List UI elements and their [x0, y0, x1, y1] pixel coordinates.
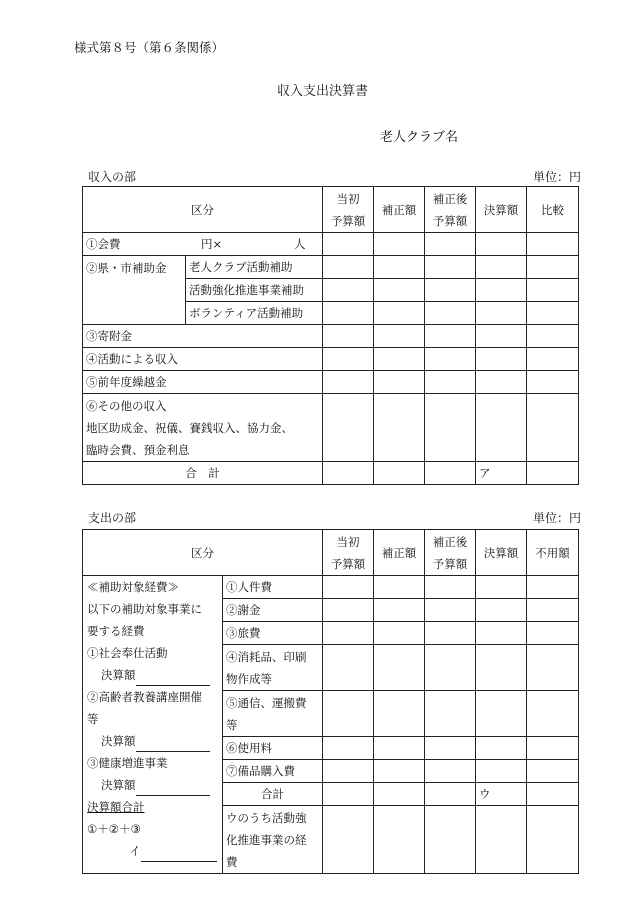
item-honorarium: ②謝金 [223, 599, 323, 622]
donation-label: ③寄附金 [83, 325, 323, 348]
input-cell[interactable] [476, 599, 527, 622]
input-cell[interactable] [527, 279, 579, 302]
input-cell[interactable] [527, 645, 579, 691]
form-number: 様式第８号（第６条関係） [74, 40, 225, 55]
input-cell[interactable] [476, 737, 527, 760]
input-cell[interactable] [476, 279, 527, 302]
input-cell[interactable] [425, 394, 476, 462]
income-unit: 単位：円 [533, 170, 582, 184]
input-cell[interactable] [476, 622, 527, 645]
item-equipment: ⑦備品購入費 [223, 760, 323, 783]
amount-blank-2[interactable] [136, 738, 210, 752]
amount-blank-3[interactable] [136, 782, 210, 796]
expense-header-unused: 不用額 [527, 530, 579, 576]
input-cell[interactable] [527, 783, 579, 806]
input-cell[interactable] [425, 622, 476, 645]
input-cell[interactable] [374, 576, 425, 599]
input-cell[interactable] [323, 760, 374, 783]
input-cell[interactable] [374, 348, 425, 371]
subsidy-label: ②県・市補助金 [83, 256, 186, 325]
input-cell[interactable] [323, 783, 374, 806]
item-personnel: ①人件費 [223, 576, 323, 599]
input-cell[interactable] [323, 233, 374, 256]
input-cell[interactable] [527, 737, 579, 760]
item-communication: ⑤通信、運搬費 等 [223, 691, 323, 737]
input-cell[interactable] [425, 279, 476, 302]
input-cell[interactable] [323, 462, 374, 485]
input-cell[interactable] [374, 691, 425, 737]
expense-header-revised-budget: 補正後 予算額 [425, 530, 476, 576]
expense-header-row [83, 530, 579, 576]
input-cell[interactable] [425, 256, 476, 279]
input-cell[interactable] [425, 576, 476, 599]
input-cell[interactable] [527, 371, 579, 394]
input-cell[interactable] [425, 691, 476, 737]
input-cell[interactable] [476, 325, 527, 348]
income-row-membership [83, 233, 579, 256]
input-cell[interactable] [425, 645, 476, 691]
input-cell[interactable] [476, 760, 527, 783]
membership-yen: 円× [201, 237, 223, 251]
input-cell[interactable] [374, 394, 425, 462]
income-header-comparison: 比較 [527, 187, 579, 233]
input-cell[interactable] [323, 599, 374, 622]
income-row-subsidy-1 [83, 256, 579, 279]
expense-header-initial-budget: 当初 予算額 [323, 530, 374, 576]
expense-left-l11: 決算額合計 [87, 800, 145, 814]
input-cell[interactable] [476, 371, 527, 394]
input-cell[interactable] [527, 233, 579, 256]
input-cell[interactable] [323, 325, 374, 348]
input-cell[interactable] [527, 348, 579, 371]
amount-blank-total[interactable] [141, 848, 217, 862]
input-cell[interactable] [374, 371, 425, 394]
other-income-label: ⑥その他の収入 地区助成金、祝儀、賽銭収入、協力金、 臨時会費、預金利息 [83, 394, 323, 462]
input-cell[interactable] [323, 394, 374, 462]
item-supplies: ④消耗品、印刷 物作成等 [223, 645, 323, 691]
input-cell[interactable] [476, 645, 527, 691]
input-cell[interactable] [527, 576, 579, 599]
input-cell[interactable] [323, 279, 374, 302]
subsidy-sub2: 活動強化推進事業補助 [186, 279, 323, 302]
expense-left-l12: ①＋②＋③ [87, 822, 141, 836]
income-header-initial-budget: 当初 予算額 [323, 187, 374, 233]
item-usage: ⑥使用料 [223, 737, 323, 760]
income-header-settlement: 決算額 [476, 187, 527, 233]
subsidy-sub1: 老人クラブ活動補助 [186, 256, 323, 279]
input-cell[interactable] [323, 645, 374, 691]
expense-left-l4: ①社会奉仕活動 [87, 646, 168, 660]
income-row-carryover [83, 371, 579, 394]
input-cell[interactable] [374, 233, 425, 256]
input-cell[interactable] [476, 233, 527, 256]
input-cell[interactable] [425, 462, 476, 485]
expense-header-category: 区分 [83, 530, 323, 576]
input-cell[interactable] [323, 371, 374, 394]
income-row-other [83, 394, 579, 462]
input-cell[interactable] [476, 394, 527, 462]
input-cell[interactable] [374, 737, 425, 760]
input-cell[interactable] [425, 783, 476, 806]
input-cell[interactable] [374, 599, 425, 622]
item-travel: ③旅費 [223, 622, 323, 645]
input-cell[interactable] [425, 371, 476, 394]
input-cell[interactable] [323, 806, 374, 874]
income-table [82, 186, 579, 485]
subsidized-expenses-block [83, 576, 223, 874]
income-total-label: 合 計 [83, 462, 323, 485]
income-row-donation [83, 325, 579, 348]
input-cell[interactable] [527, 256, 579, 279]
input-cell[interactable] [527, 394, 579, 462]
income-total-mark[interactable]: ア [476, 462, 527, 485]
input-cell[interactable] [425, 806, 476, 874]
membership-label: ①会費 [86, 237, 121, 251]
subsidy-sub3: ボランティア活動補助 [186, 302, 323, 325]
input-cell[interactable] [374, 302, 425, 325]
item-within-activity: ウのうち活動強 化推進事業の経 費 [223, 806, 323, 874]
input-cell[interactable] [425, 348, 476, 371]
input-cell[interactable] [527, 691, 579, 737]
input-cell[interactable] [476, 576, 527, 599]
input-cell[interactable] [425, 737, 476, 760]
activity-income-label: ④活動による収入 [83, 348, 323, 371]
expense-left-l9: ③健康増進事業 [87, 756, 168, 770]
income-row-activity [83, 348, 579, 371]
input-cell[interactable] [323, 737, 374, 760]
input-cell[interactable] [323, 348, 374, 371]
income-header-category: 区分 [83, 187, 323, 233]
input-cell[interactable] [476, 256, 527, 279]
club-name-label: 老人クラブ名 [380, 130, 459, 145]
input-cell[interactable] [323, 302, 374, 325]
input-cell[interactable] [323, 622, 374, 645]
input-cell[interactable] [374, 462, 425, 485]
input-cell[interactable] [527, 599, 579, 622]
input-cell[interactable] [425, 233, 476, 256]
expense-total-mark[interactable]: ウ [476, 783, 527, 806]
input-cell[interactable] [527, 806, 579, 874]
input-cell[interactable] [476, 691, 527, 737]
expense-total-label: 合計 [223, 783, 323, 806]
expense-left-l8: 決算額 [87, 730, 222, 752]
input-cell[interactable] [374, 325, 425, 348]
input-cell[interactable] [425, 325, 476, 348]
input-cell[interactable] [374, 279, 425, 302]
input-cell[interactable] [374, 645, 425, 691]
input-cell[interactable] [476, 806, 527, 874]
expense-left-l7: 等 [87, 712, 99, 726]
expense-header-settlement: 決算額 [476, 530, 527, 576]
input-cell[interactable] [527, 302, 579, 325]
input-cell[interactable] [476, 302, 527, 325]
input-cell[interactable] [527, 325, 579, 348]
input-cell[interactable] [527, 760, 579, 783]
input-cell[interactable] [527, 462, 579, 485]
input-cell[interactable] [374, 806, 425, 874]
expense-left-l6: ②高齢者教養講座開催 [87, 690, 202, 704]
input-cell[interactable] [374, 256, 425, 279]
expense-left-l3: 要する経費 [87, 624, 145, 638]
input-cell[interactable] [476, 348, 527, 371]
income-section-label: 収入の部 [88, 170, 137, 184]
input-cell[interactable] [425, 302, 476, 325]
input-cell[interactable] [374, 622, 425, 645]
carryover-label: ⑤前年度繰越金 [83, 371, 323, 394]
input-cell[interactable] [374, 783, 425, 806]
expense-left-l1: ≪補助対象経費≫ [87, 580, 179, 594]
amount-blank-1[interactable] [136, 672, 210, 686]
input-cell[interactable] [425, 599, 476, 622]
expense-row-personnel [83, 576, 579, 599]
expense-header-revision: 補正額 [374, 530, 425, 576]
expense-unit: 単位：円 [533, 511, 582, 525]
expense-left-l13: イ [87, 840, 222, 862]
income-header-row [83, 187, 579, 233]
expense-left-l10: 決算額 [87, 774, 222, 796]
expense-table [82, 529, 579, 874]
income-row-total [83, 462, 579, 485]
income-header-revised-budget: 補正後 予算額 [425, 187, 476, 233]
expense-left-l2: 以下の補助対象事業に [87, 602, 202, 616]
input-cell[interactable] [425, 760, 476, 783]
expense-left-l5: 決算額 [87, 664, 222, 686]
input-cell[interactable] [527, 622, 579, 645]
income-header-revision: 補正額 [374, 187, 425, 233]
expense-section-label: 支出の部 [88, 511, 137, 525]
input-cell[interactable] [323, 256, 374, 279]
input-cell[interactable] [323, 691, 374, 737]
input-cell[interactable] [374, 760, 425, 783]
membership-people: 人 [294, 237, 306, 251]
input-cell[interactable] [323, 576, 374, 599]
document-title: 収入支出決算書 [277, 84, 369, 99]
